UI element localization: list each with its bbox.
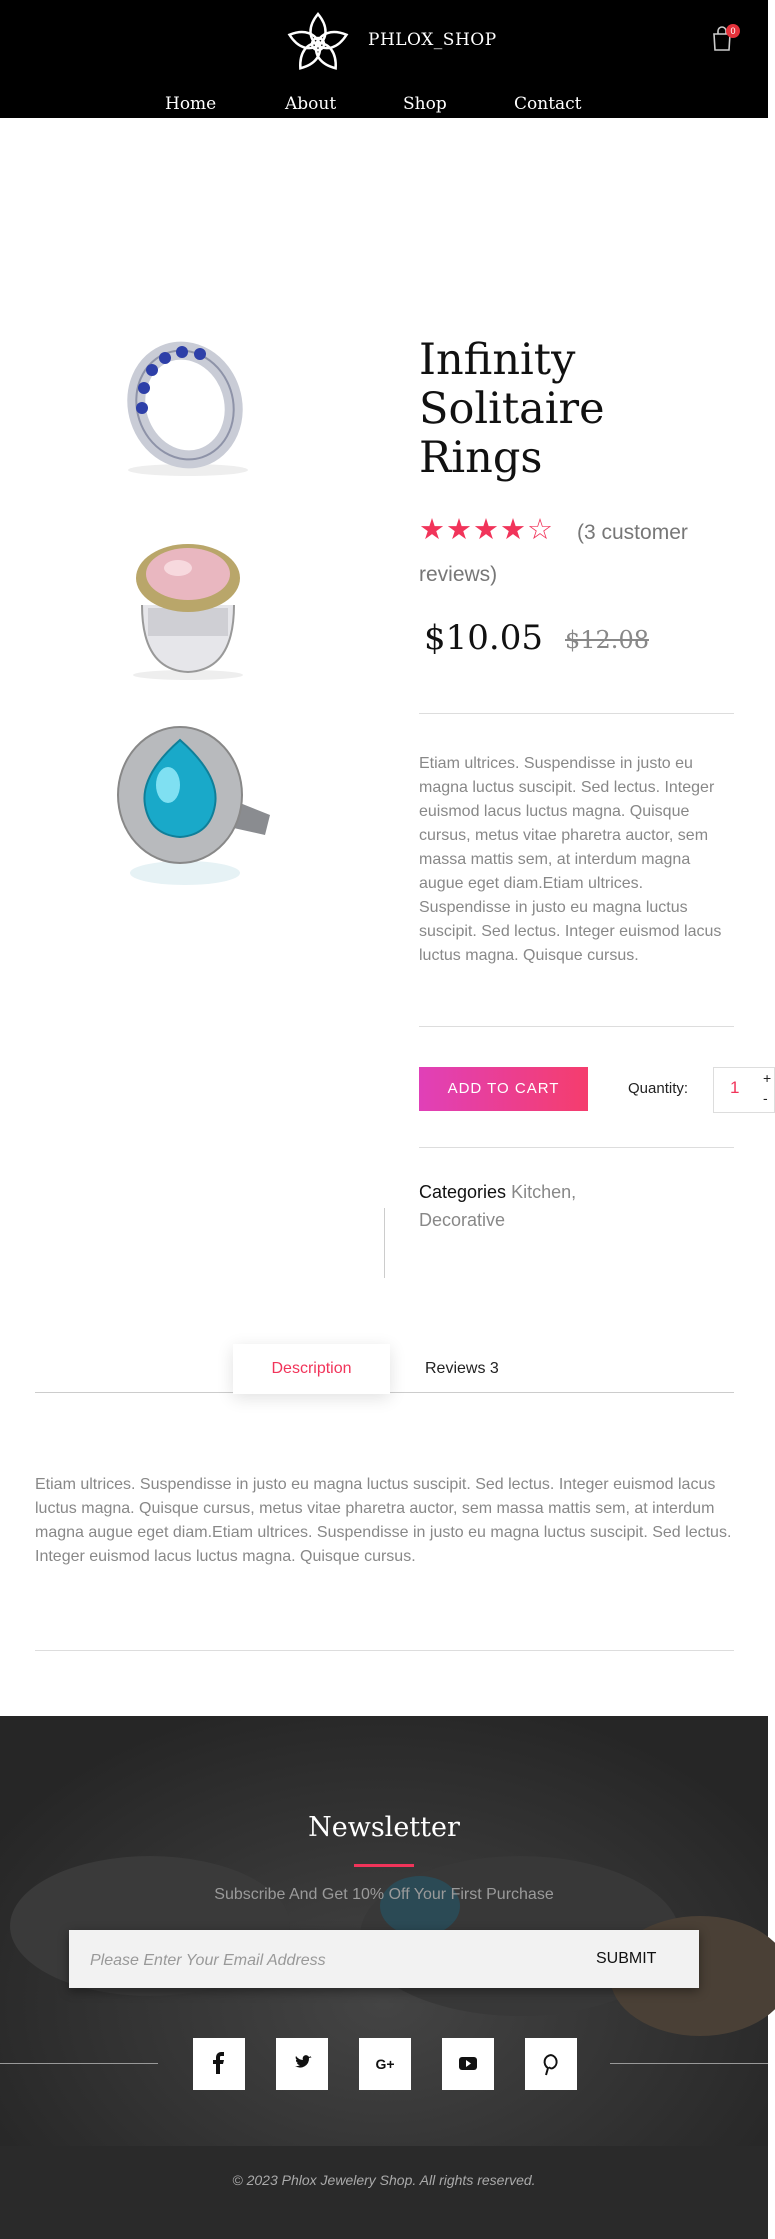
newsletter-title: Newsletter (308, 1812, 460, 1843)
divider (419, 713, 734, 714)
product-price: $10.05 (424, 618, 543, 658)
divider (35, 1650, 734, 1651)
product-image-turquoise-ring[interactable] (70, 705, 310, 890)
product-title-line: Infinity (419, 335, 576, 385)
star-full-icon: ★ (446, 514, 473, 546)
nav-contact[interactable]: Contact (514, 94, 582, 114)
product-title-line: Rings (419, 433, 543, 483)
product-image-pink-ring[interactable] (70, 510, 310, 695)
product-title-line: Solitaire (419, 384, 605, 434)
categories-links[interactable]: Kitchen, Decorative (419, 1182, 577, 1230)
facebook-icon[interactable] (193, 2038, 245, 2090)
pinterest-icon[interactable] (525, 2038, 577, 2090)
footer-divider-right (610, 2063, 768, 2064)
quantity-label: Quantity: (628, 1080, 689, 1097)
quantity-decrease-button[interactable]: - (763, 1090, 768, 1106)
nav-shop[interactable]: Shop (403, 94, 447, 114)
newsletter-subtitle: Subscribe And Get 10% Off Your First Purchase (214, 1886, 554, 1903)
brand-name[interactable]: PHLOX_SHOP (368, 30, 497, 50)
product-short-description: Etiam ultrices. Suspendisse in justo eu magna luctus suscipit. Sed lectus. Integer euismod lacus luctus magna. Quisque cursus, metus vitae pharetra auctor, sem massa mattis sem, at interdum magna augue eget diam.Etiam ultrices. Suspendisse in justo eu magna luctus suscipit. Sed lectus. Integer euismod lacus luctus magna. Quisque cursus. (419, 755, 722, 964)
divider (419, 1026, 734, 1027)
tab-reviews[interactable]: Reviews 3 (425, 1360, 499, 1377)
vertical-divider (384, 1208, 385, 1278)
quantity-value[interactable]: 1 (730, 1078, 740, 1097)
flower-logo-icon[interactable] (282, 6, 354, 78)
star-full-icon: ★ (419, 514, 446, 546)
footer-divider-left (0, 2063, 158, 2064)
star-full-icon: ★ (500, 514, 527, 546)
categories-label: Categories (419, 1182, 507, 1202)
product-title (419, 336, 719, 483)
nav-home[interactable]: Home (165, 94, 217, 114)
reviews-link[interactable]: (3 customer reviews) (419, 521, 688, 586)
tab-description[interactable]: Description (233, 1344, 390, 1394)
nav-about[interactable]: About (285, 94, 337, 114)
star-empty-icon: ☆ (527, 514, 554, 546)
google-plus-icon[interactable] (359, 2038, 411, 2090)
title-accent-bar (354, 1864, 414, 1867)
cart-count-badge: 0 (726, 24, 740, 38)
star-full-icon: ★ (473, 514, 500, 546)
quantity-increase-button[interactable]: + (763, 1070, 772, 1086)
tab-description-content: Etiam ultrices. Suspendisse in justo eu magna luctus suscipit. Sed lectus. Integer euismod lacus luctus magna. Quisque cursus, metus vitae pharetra auctor, sem massa mattis sem, at interdum magna augue eget diam.Etiam ultrices. Suspendisse in justo eu magna luctus suscipit. Sed lectus. Integer euismod lacus luctus magna. Quisque cursus. (35, 1476, 732, 1565)
product-categories (419, 1178, 639, 1234)
add-to-cart-button[interactable]: ADD TO CART (419, 1067, 588, 1111)
email-input[interactable] (88, 1950, 512, 1972)
youtube-icon[interactable] (442, 2038, 494, 2090)
site-header (0, 0, 768, 118)
star-rating (419, 512, 554, 547)
product-image-sapphire-ring[interactable] (70, 310, 310, 495)
twitter-icon[interactable] (276, 2038, 328, 2090)
submit-button[interactable]: SUBMIT (596, 1950, 657, 1967)
svg-text:G+: G+ (375, 2056, 395, 2072)
product-old-price: $12.08 (565, 626, 649, 654)
copyright-text: © 2023 Phlox Jewelery Shop. All rights reserved. (232, 2172, 536, 2188)
divider (419, 1147, 734, 1148)
